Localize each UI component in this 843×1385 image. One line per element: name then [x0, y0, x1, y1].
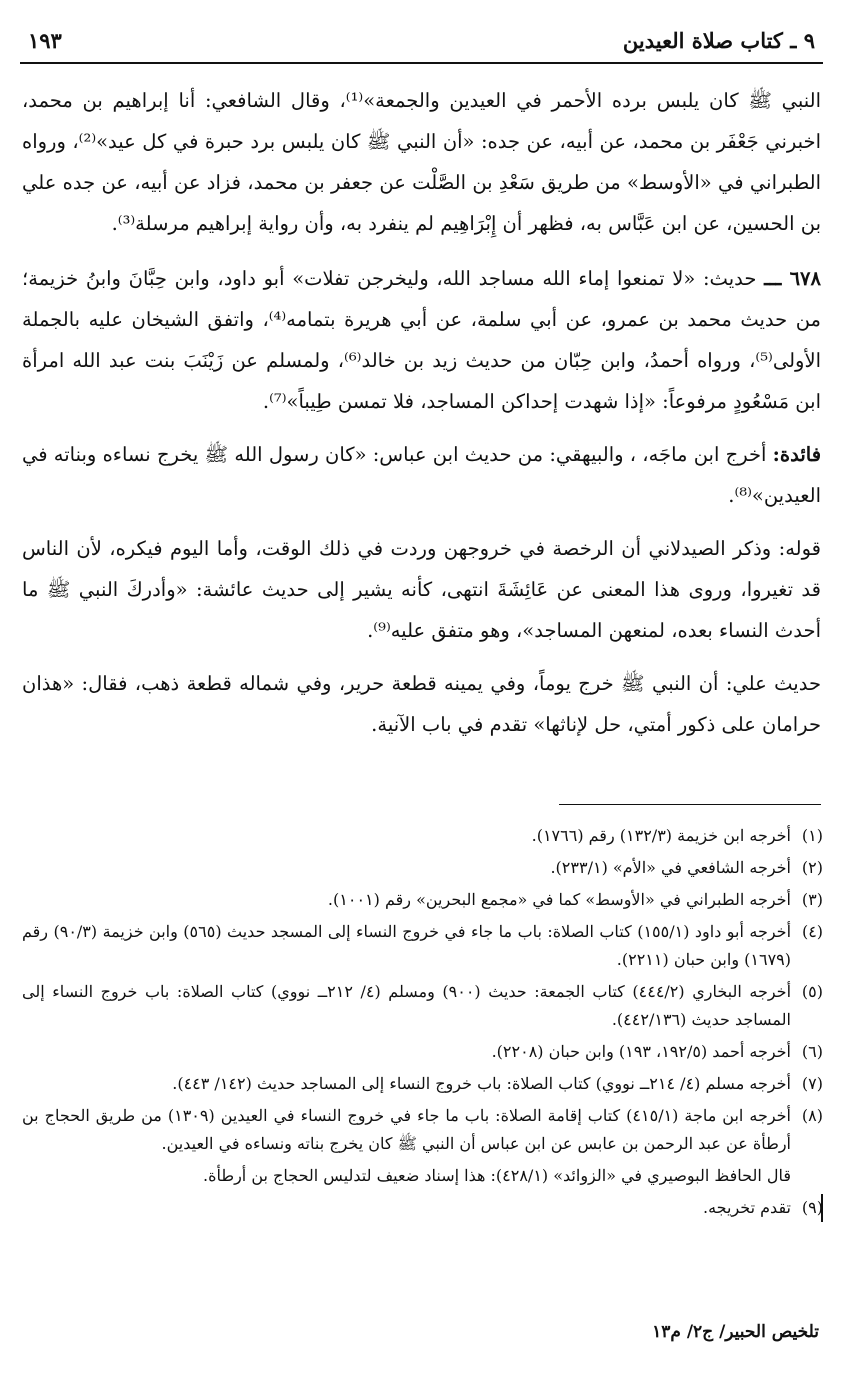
footnote-7	[22, 1070, 823, 1098]
footnote-text: أخرجه مسلم (٤/ ٢١٤ــ نووي) كتاب الصلاة: باب خروج النساء إلى المساجد حديث (١٤٢/ ٤٤٣).	[172, 1074, 791, 1093]
footnote-9	[22, 1194, 823, 1222]
footnote-1	[22, 822, 823, 850]
footnote-8-note: قال الحافظ البوصيري في «الزوائد» (٤٢٨/١): هذا إسناد ضعيف لتدليس الحجاج بن أرطأة.	[202, 1166, 791, 1185]
main-text	[22, 80, 821, 757]
footnote-number: (٨)	[801, 1106, 823, 1125]
footnote-8	[22, 1102, 823, 1158]
footnote-separator	[559, 804, 821, 805]
footnote-6	[22, 1038, 823, 1066]
footnote-5	[22, 978, 823, 1034]
paragraph-text: قوله: وذكر الصيدلاني أن الرخصة في خروجهن وردت في ذلك الوقت، وأما اليوم فيكره، لأن الناس قد تغيروا، وروى هذا المعنى عن عَائِشَةَ انتهى، كأنه يشير إلى حديث عائشة: «وأدركَ النبي ﷺ ما أحدث النساء بعده، لمنعهن المساجد»، وهو متفق عليه⁽⁹⁾.	[22, 537, 821, 642]
footnote-number: (٢)	[801, 858, 823, 877]
footnote-4	[22, 918, 823, 974]
page-number: ١٩٣	[28, 28, 62, 53]
saying-paragraph	[22, 528, 821, 651]
footnotes	[22, 822, 823, 1226]
footnote-number: (٦)	[801, 1042, 823, 1061]
paragraph-text: النبي ﷺ كان يلبس برده الأحمر في العيدين والجمعة»⁽¹⁾، وقال الشافعي: أنا إبراهيم بن محمد، اخبرني جَعْفَر بن محمد، عن أبيه، عن جده: «أن النبي ﷺ كان يلبس برد حبرة في كل عيد»⁽²⁾، ورواه الطبراني في «الأوسط» من طريق سَعْدِ بن الصَّلْت عن جعفر بن محمد، فزاد عن أبيه، عن جده علي بن الحسين، عن ابن عَبَّاس به، فظهر أن إِبْرَاهِيم لم ينفرد به، وأن رواية إبراهيم مرسلة⁽³⁾.	[22, 89, 822, 235]
benefit-label: فائدة:	[772, 443, 822, 466]
paragraph-text: حديث: «لا تمنعوا إماء الله مساجد الله، وليخرجن تفلات» أبو داود، وابن حِبَّانَ وابنُ خزيمة؛ من حديث محمد بن عمرو، عن أبي سلمة، عن أبي هريرة بتمامه⁽⁴⁾، واتفق الشيخان عليه بالجملة الأولى⁽⁵⁾، ورواه أحمدُ، وابن حِبّان من حديث زيد بن خالد⁽⁶⁾، ولمسلم عن زَيْنَبَ بنت عبد الله امرأة ابن مَسْعُودٍ مرفوعاً: «إذا شهدت إحداكن المساجد، فلا تمسن طِيباً»⁽⁷⁾.	[22, 267, 821, 413]
footnote-2	[22, 854, 823, 882]
hadith-678	[22, 258, 821, 422]
footnote-text: أخرجه أبو داود (١٥٥/١) كتاب الصلاة: باب ما جاء في خروج النساء إلى المسجد حديث (٥٦٥) وابن خزيمة (٩٠/٣) رقم (١٦٧٩) وابن حبان (٢٢١١).	[22, 922, 792, 969]
footnote-number: (٩)	[801, 1198, 823, 1217]
benefit-note	[22, 434, 821, 516]
hadith-number: ٦٧٨ ـــ	[764, 267, 821, 290]
footnote-text: أخرجه الطبراني في «الأوسط» كما في «مجمع البحرين» رقم (١٠٠١).	[327, 890, 791, 909]
signature-mark: تلخيص الحبير/ ج٢/ م١٣	[652, 1322, 819, 1342]
paragraph-text: أخرج ابن ماجَه، ، والبيهقي: من حديث ابن عباس: «كان رسول الله ﷺ يخرج نساءه وبناته في العيدين»⁽⁸⁾.	[22, 443, 821, 507]
paragraph-continuation	[22, 80, 821, 244]
paragraph-text: حديث علي: أن النبي ﷺ خرج يوماً، وفي يمينه قطعة حرير، وفي شماله قطعة ذهب، فقال: «هذان حرامان على ذكور أمتي، حل لإناثها» تقدم في باب الآنية.	[22, 672, 821, 736]
footnote-text: أخرجه الشافعي في «الأم» (٢٣٣/١).	[550, 858, 791, 877]
footnote-3	[22, 886, 823, 914]
footnote-text: أخرجه ابن ماجة (٤١٥/١) كتاب إقامة الصلاة: باب ما جاء في خروج النساء في العيدين (١٣٠٩) من طريق الحجاج بن أرطأة عن عبد الرحمن بن عابس عن ابن عباس أن النبي ﷺ كان يخرج بناته ونساءه في العيدين.	[22, 1106, 791, 1153]
footnote-number: (٣)	[801, 890, 823, 909]
running-title: ٩ ـ كتاب صلاة العيدين	[622, 28, 815, 53]
footnote-number: (٧)	[801, 1074, 823, 1093]
footnote-text: أخرجه أحمد (١٩٢/٥، ١٩٣) وابن حبان (٢٢٠٨).	[491, 1042, 791, 1061]
hadith-ali	[22, 663, 821, 745]
footnote-number: (٤)	[801, 922, 824, 941]
footnote-text: أخرجه ابن خزيمة (١٣٢/٣) رقم (١٧٦٦).	[531, 826, 791, 845]
footnote-text: تقدم تخريجه.	[703, 1198, 791, 1217]
footnote-number: (٥)	[801, 982, 824, 1001]
footnote-text: أخرجه البخاري (٤٤٤/٢) كتاب الجمعة: حديث (٩٠٠) ومسلم (٤/ ٢١٢ــ نووي) كتاب الصلاة: باب خروج النساء إلى المساجد حديث (٤٤٢/١٣٦).	[22, 982, 792, 1029]
page-header	[20, 22, 823, 64]
footnote-number: (١)	[801, 826, 823, 845]
